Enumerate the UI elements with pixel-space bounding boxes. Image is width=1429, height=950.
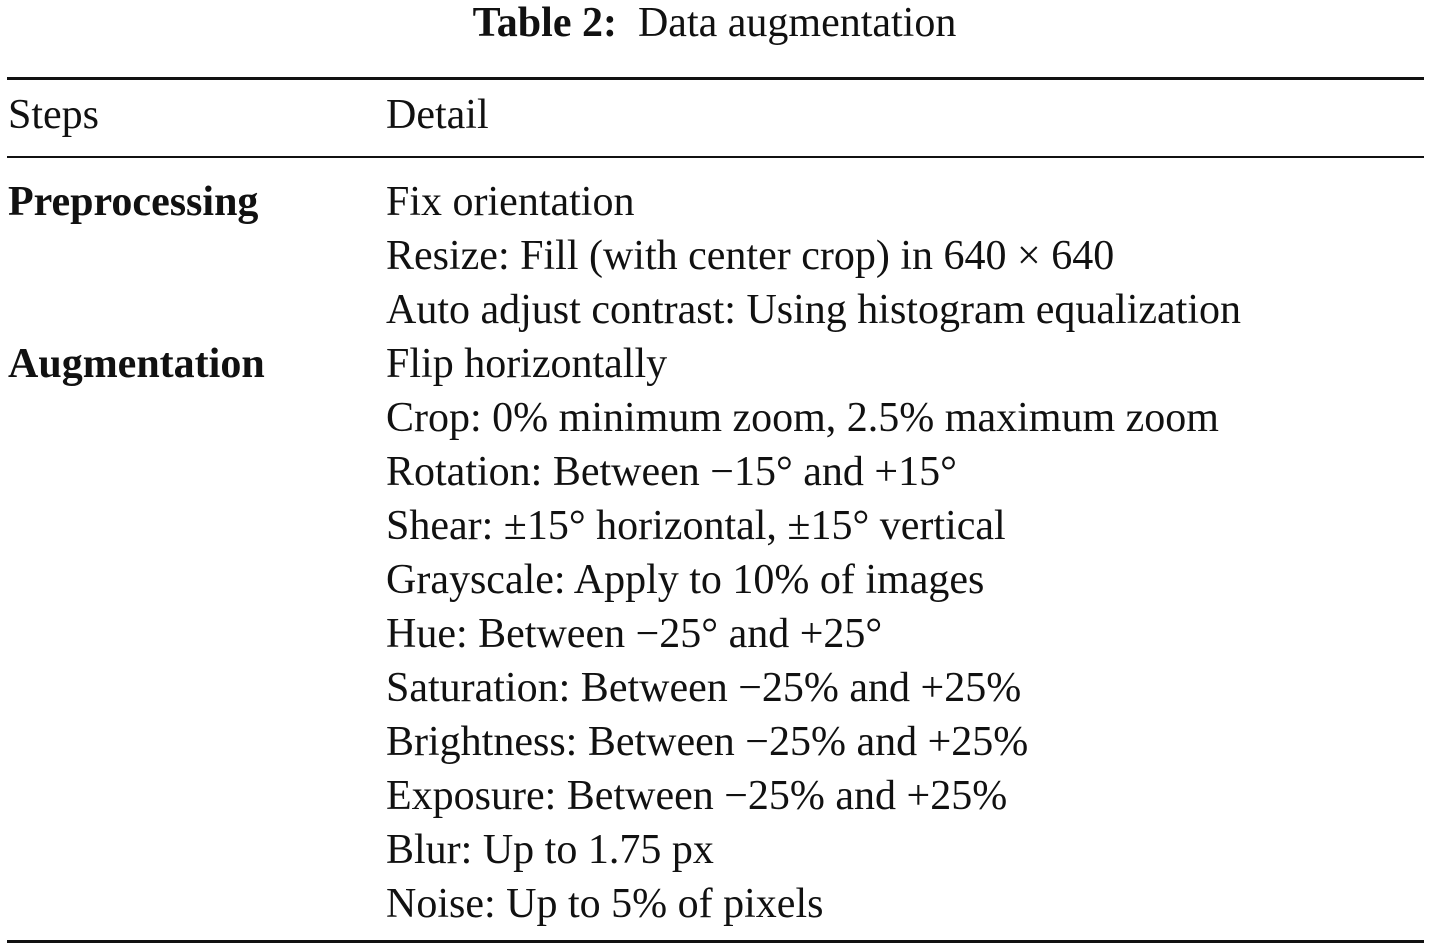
table-caption — [0, 0, 1429, 50]
detail-text: Exposure: Between −25% and +25% — [386, 773, 1008, 819]
detail-text: Saturation: Between −25% and +25% — [386, 665, 1022, 711]
bottom-rule — [7, 940, 1424, 943]
table-row — [0, 553, 1429, 607]
table-row — [0, 661, 1429, 715]
header-detail: Detail — [386, 92, 489, 138]
table-header — [0, 88, 1429, 142]
header-steps: Steps — [8, 92, 100, 138]
detail-text: Resize: Fill (with center crop) in 640 × 640 — [386, 233, 1115, 279]
detail-text: Grayscale: Apply to 10% of images — [386, 557, 985, 603]
table-row — [0, 283, 1429, 337]
detail-text: Auto adjust contrast: Using histogram equalization — [386, 287, 1242, 333]
table-row — [0, 175, 1429, 229]
detail-text: Shear: ±15° horizontal, ±15° vertical — [386, 503, 1006, 549]
detail-text: Hue: Between −25° and +25° — [386, 611, 883, 657]
table-row — [0, 391, 1429, 445]
detail-text: Rotation: Between −15° and +15° — [386, 449, 957, 495]
detail-text: Crop: 0% minimum zoom, 2.5% maximum zoom — [386, 395, 1219, 441]
table-row — [0, 445, 1429, 499]
detail-text: Flip horizontally — [386, 341, 668, 387]
table-row — [0, 715, 1429, 769]
table-row — [0, 823, 1429, 877]
group-preprocessing — [0, 175, 1429, 337]
table-row — [0, 607, 1429, 661]
table-row — [0, 877, 1429, 931]
caption-label: Table 2: — [472, 0, 617, 46]
detail-text: Noise: Up to 5% of pixels — [386, 881, 824, 927]
top-rule — [7, 77, 1424, 80]
table-row — [0, 337, 1429, 391]
step-name: Augmentation — [8, 341, 265, 387]
step-name: Preprocessing — [8, 179, 259, 225]
table-row — [0, 499, 1429, 553]
detail-text: Brightness: Between −25% and +25% — [386, 719, 1029, 765]
caption-title: Data augmentation — [637, 0, 957, 46]
table-row — [0, 769, 1429, 823]
group-augmentation — [0, 337, 1429, 931]
table-body — [0, 175, 1429, 931]
detail-text: Blur: Up to 1.75 px — [386, 827, 714, 873]
detail-text: Fix orientation — [386, 179, 635, 225]
header-rule — [7, 156, 1424, 158]
table-row — [0, 229, 1429, 283]
